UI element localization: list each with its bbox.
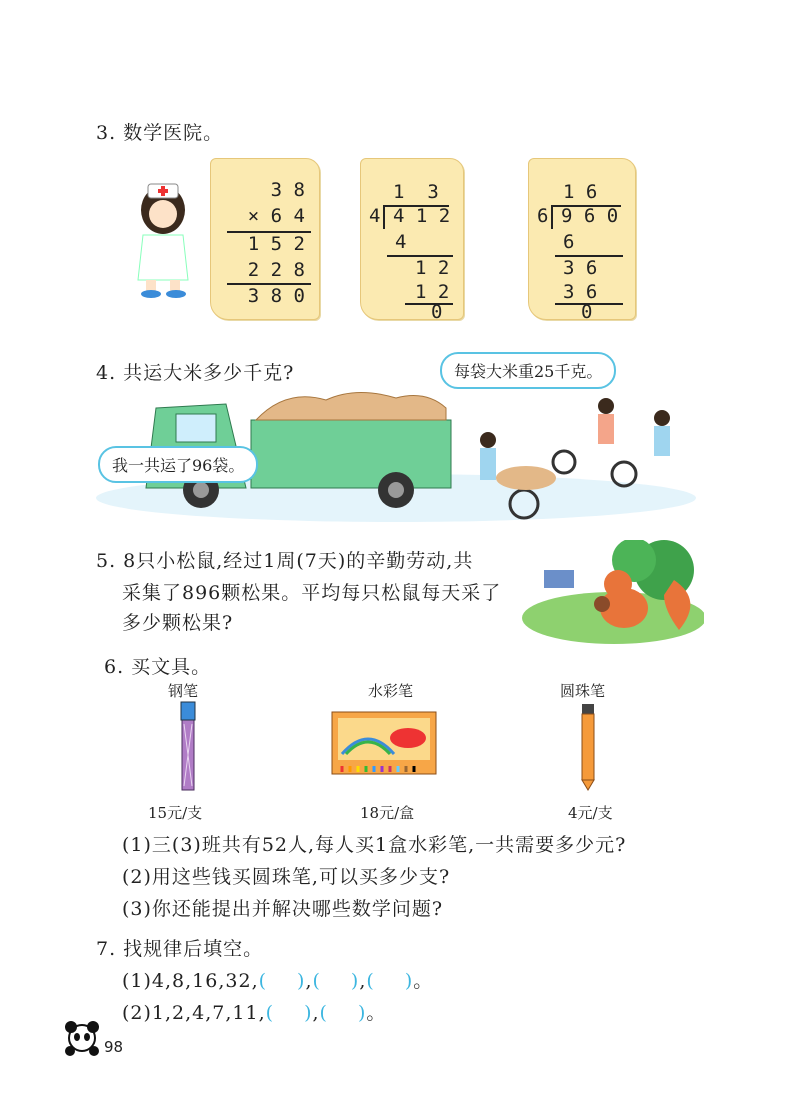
card3-step-3: 3 6 xyxy=(563,281,598,303)
answer-blank-open[interactable]: ( xyxy=(366,970,375,992)
answer-blank-open[interactable]: ( xyxy=(265,1002,275,1024)
page-number: 98 xyxy=(104,1038,124,1056)
speech-bubble-bag-weight: 每袋大米重25千克。 xyxy=(440,352,616,389)
card2-quotient: 1 3 xyxy=(393,181,439,203)
answer-blank-close: ) xyxy=(304,1002,313,1024)
panda-icon xyxy=(62,1018,102,1058)
card1-row-4: 2 2 8 xyxy=(247,259,305,281)
q7-line-2-sequence: (2)1,2,4,7,11, xyxy=(122,1002,266,1024)
ballpoint-pen-icon xyxy=(578,702,598,792)
price-fountain-pen: 15元/支 xyxy=(148,804,203,822)
q6-sub-3: (3)你还能提出并解决哪些数学问题? xyxy=(122,898,444,920)
card3-dividend: 9 6 0 xyxy=(561,205,619,227)
card3-divisor: 6 xyxy=(537,205,549,227)
price-watercolor-pens: 18元/盒 xyxy=(360,804,415,822)
watercolor-pens-box-icon xyxy=(328,708,440,778)
q5-line-3: 多少颗松果? xyxy=(122,612,234,634)
division-card-1 xyxy=(360,158,464,323)
answer-blank-close: ) xyxy=(404,970,414,992)
speech-bubble-bag-count: 我一共运了96袋。 xyxy=(98,446,258,483)
answer-blank-close: ) xyxy=(350,970,360,992)
card2-step-4: 0 xyxy=(431,301,443,323)
card1-row-5: 3 8 0 xyxy=(247,285,305,307)
card3-quotient: 1 6 xyxy=(563,181,598,203)
end-mark: 。 xyxy=(366,1002,387,1024)
q6-sub-1: (1)三(3)班共有52人,每人买1盒水彩笔,一共需要多少元? xyxy=(122,834,627,856)
q7-line-2 xyxy=(122,998,386,1025)
q4-title: 4. 共运大米多少千克? xyxy=(96,362,295,384)
answer-blank-close: ) xyxy=(357,1002,367,1024)
q7-title: 7. 找规律后填空。 xyxy=(96,938,264,960)
q7-line-1 xyxy=(122,966,433,993)
squirrel-illustration xyxy=(514,540,704,644)
card3-step-4: 0 xyxy=(581,301,593,323)
card3-step-2: 3 6 xyxy=(563,257,598,279)
fountain-pen-icon xyxy=(176,700,200,796)
card1-row-3: 1 5 2 xyxy=(247,233,305,255)
card2-divisor: 4 xyxy=(369,205,381,227)
answer-blank-open[interactable]: ( xyxy=(258,970,268,992)
card1-row-2: × 6 4 xyxy=(247,205,305,227)
separator: , xyxy=(359,970,367,992)
q6-title: 6. 买文具。 xyxy=(104,656,212,678)
card2-dividend: 4 1 2 xyxy=(393,205,451,227)
item-label-ballpoint-pen: 圆珠笔 xyxy=(560,682,606,700)
item-label-watercolor-pens: 水彩笔 xyxy=(368,682,414,700)
nurse-illustration xyxy=(118,180,208,300)
item-label-fountain-pen: 钢笔 xyxy=(168,682,199,700)
separator: , xyxy=(305,970,313,992)
answer-blank-open[interactable]: ( xyxy=(312,970,321,992)
card3-step-1: 6 xyxy=(563,231,575,253)
answer-blank-open[interactable]: ( xyxy=(319,1002,328,1024)
card2-step-1: 4 xyxy=(395,231,407,253)
card1-row-1: 3 8 xyxy=(270,179,305,201)
end-mark: 。 xyxy=(413,970,434,992)
q7-line-1-sequence: (1)4,8,16,32, xyxy=(122,970,259,992)
card2-step-2: 1 2 xyxy=(415,257,450,279)
multiplication-card xyxy=(210,158,320,320)
q6-sub-2: (2)用这些钱买圆珠笔,可以买多少支? xyxy=(122,866,451,888)
q5-line-2: 采集了896颗松果。平均每只松鼠每天采了 xyxy=(122,582,502,604)
price-ballpoint-pen: 4元/支 xyxy=(568,804,613,822)
q5-line-1: 5. 8只小松鼠,经过1周(7天)的辛勤劳动,共 xyxy=(96,550,474,572)
answer-blank-close: ) xyxy=(297,970,306,992)
division-card-2 xyxy=(528,158,636,323)
q3-title: 3. 数学医院。 xyxy=(96,122,224,144)
card2-step-3: 1 2 xyxy=(415,281,450,303)
separator: , xyxy=(312,1002,320,1024)
